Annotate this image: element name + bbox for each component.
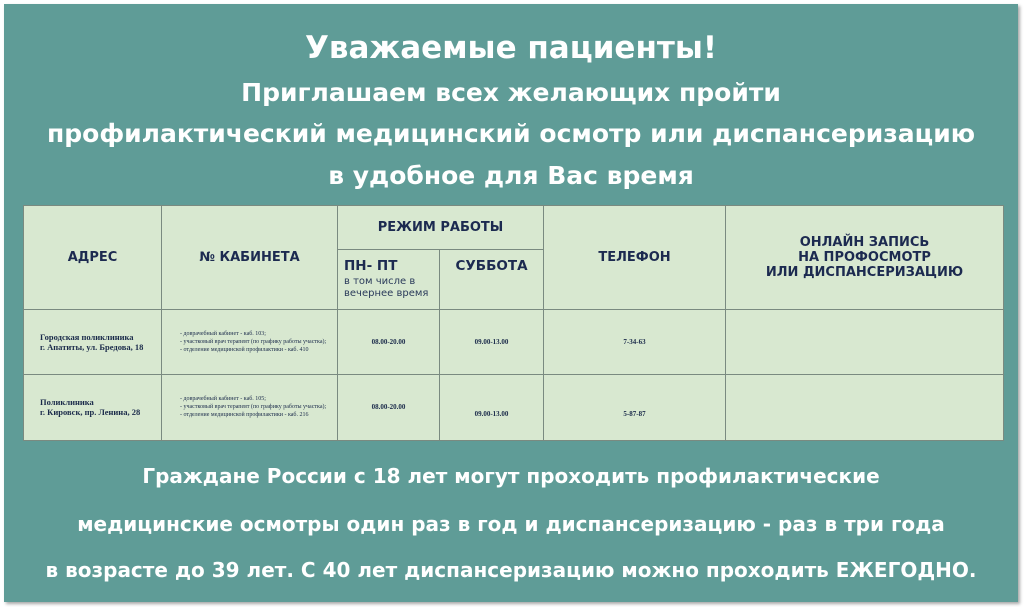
row-2-online: [726, 374, 1004, 440]
row-1-address-line-2: г. Апатиты, ул. Бредова, 18: [40, 342, 144, 353]
table-header-row: [24, 206, 1004, 250]
header-online-booking: [726, 206, 1004, 310]
row-2-cabinet-line-3: - отделение медицинской профилактики - каб. 216: [180, 412, 309, 419]
row-1-saturday: 09.00-13.00: [440, 310, 544, 374]
footer-line-1: Граждане России с 18 лет могут проходить профилактические: [142, 464, 880, 488]
row-1-cabinet-line-2: - участковый врач терапевт (по графику работы участка);: [180, 339, 327, 346]
header-weekdays: [338, 250, 440, 310]
header-weekdays-note: в том числе в вечернее время: [344, 276, 429, 300]
row-1-cabinet-line-1: - доврачебный кабинет - каб. 103;: [180, 331, 266, 338]
row-1-address: [24, 310, 162, 374]
header-saturday: СУББОТА: [440, 250, 544, 310]
invitation-line-1: Приглашаем всех желающих пройти: [241, 78, 781, 107]
row-2-address: [24, 374, 162, 440]
row-1-weekdays: 08.00-20.00: [338, 310, 440, 374]
schedule-table: [23, 205, 1004, 441]
header-address: АДРЕС: [24, 206, 162, 310]
header-online-line-3: ИЛИ ДИСПАНСЕРИЗАЦИЮ: [765, 265, 964, 281]
header-schedule: РЕЖИМ РАБОТЫ: [338, 206, 544, 250]
header-phone: ТЕЛЕФОН: [544, 206, 726, 310]
table-row: [24, 374, 1004, 440]
row-1-cabinet: [162, 310, 338, 374]
header-cabinet: № КАБИНЕТА: [162, 206, 338, 310]
row-2-cabinet-line-2: - участковый врач терапевт (по графику работы участка);: [180, 404, 327, 411]
row-2-phone: 5-87-87: [544, 374, 726, 440]
row-2-address-line-1: Поликлиника: [40, 397, 94, 408]
invitation-line-3: в удобное для Вас время: [328, 161, 694, 190]
row-2-address-line-2: г. Кировск, пр. Ленина, 28: [40, 407, 141, 418]
row-2-cabinet: [162, 374, 338, 440]
header-online-line-1: ОНЛАЙН ЗАПИСЬ: [799, 235, 930, 251]
row-2-weekdays: 08.00-20.00: [338, 374, 440, 440]
greeting-title: Уважаемые пациенты!: [304, 30, 718, 66]
header-online-line-2: НА ПРОФОСМОТР: [798, 250, 931, 266]
row-2-cabinet-line-1: - доврачебный кабинет - каб. 105;: [180, 396, 266, 403]
row-1-cabinet-line-3: - отделение медицинской профилактики - каб. 410: [180, 347, 309, 354]
row-1-phone: 7-34-63: [544, 310, 726, 374]
info-board: [4, 4, 1018, 602]
footer-line-2: медицинские осмотры один раз в год и диспансеризацию - раз в три года: [77, 512, 945, 536]
invitation-line-2: профилактический медицинский осмотр или диспансеризацию: [46, 119, 976, 148]
header-weekdays-label: ПН- ПТ: [344, 258, 398, 275]
row-2-saturday: 09.00-13.00: [440, 374, 544, 440]
footer-line-3: в возрасте до 39 лет. С 40 лет диспансеризацию можно проходить ЕЖЕГОДНО.: [45, 558, 977, 582]
table-row: [24, 310, 1004, 374]
row-1-address-line-1: Городская поликлиника: [40, 332, 134, 343]
row-1-online: [726, 310, 1004, 374]
